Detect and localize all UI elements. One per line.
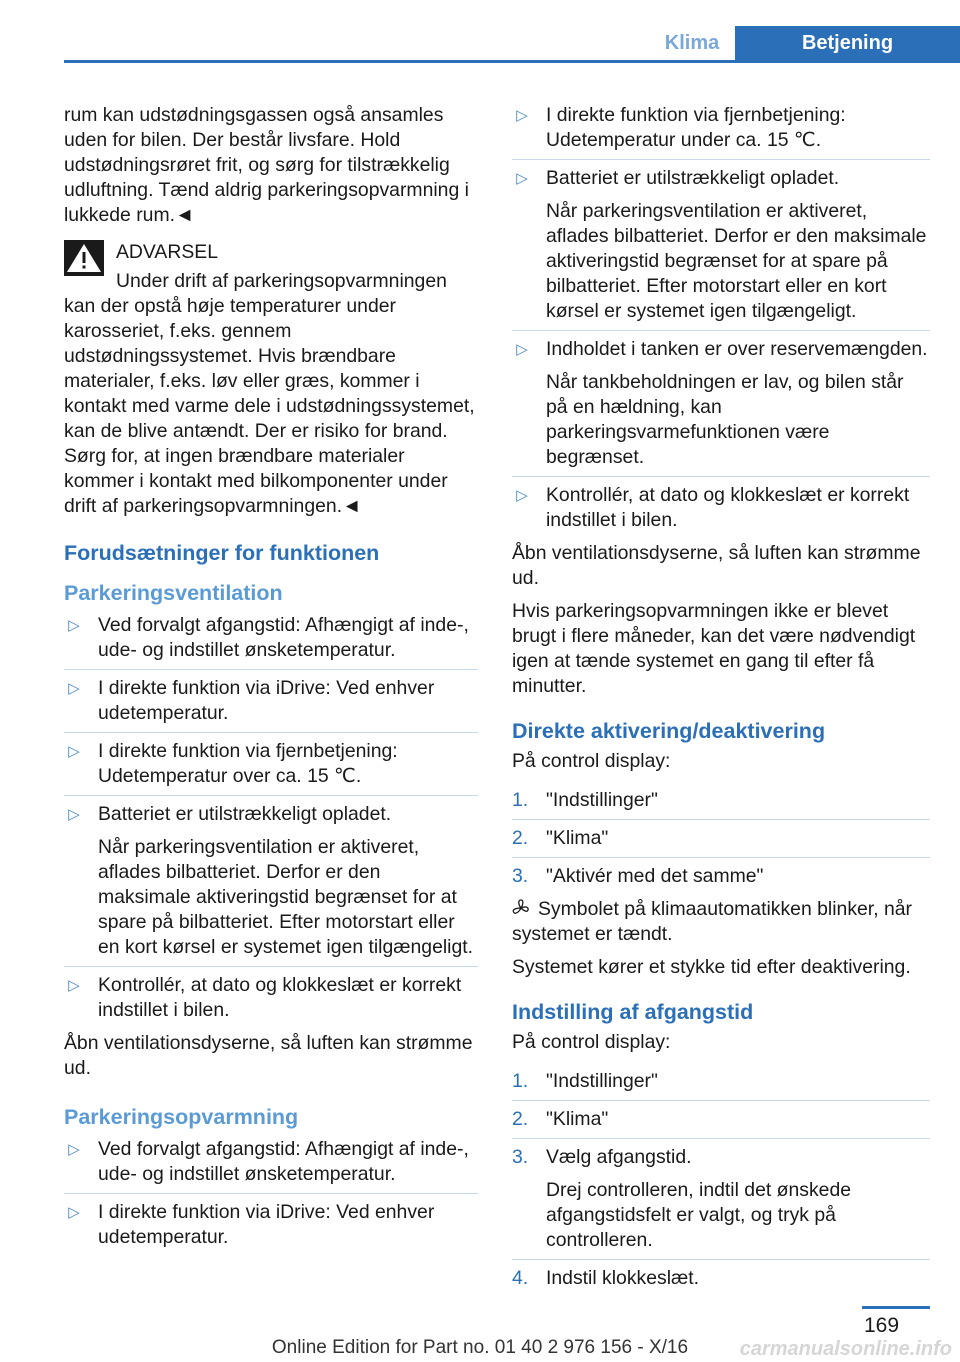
list-item <box>512 1069 930 1101</box>
list-item-text: I direkte funktion via iDrive: Ved enhver udetemperatur. <box>98 677 435 724</box>
heading-direct-activation: Direkte aktivering/deaktivering <box>512 719 826 743</box>
list-item <box>64 676 478 733</box>
footer-rule <box>862 1306 930 1309</box>
step-text: Indstil klokkeslæt. <box>546 1267 700 1289</box>
step-text: "Aktivér med det samme" <box>546 865 764 887</box>
step-number: 1. <box>512 1070 529 1092</box>
control-display-label: På control display: <box>512 1031 671 1053</box>
list-item-text: Ved forvalgt afgangstid: Afhængigt af inde-, ude- og indstillet ønsketemperatur. <box>98 614 469 661</box>
triangle-bullet-icon: ▷ <box>68 680 80 697</box>
open-vents-paragraph: Åbn ventilationsdyserne, så luften kan strømme ud. <box>512 542 921 589</box>
list-item <box>512 1266 930 1297</box>
list-item-text: Kontrollér, at dato og klokkeslæt er korrekt indstillet i bilen. <box>546 484 910 531</box>
list-item-text: Indholdet i tanken er over reservemængden. <box>546 338 928 360</box>
list-item <box>64 973 478 1029</box>
triangle-bullet-icon: ▷ <box>68 617 80 634</box>
watermark: carmanualsonline.info <box>739 1338 952 1360</box>
list-item-text: I direkte funktion via fjernbetjening: Udetemperatur over ca. 15 ℃. <box>98 740 398 787</box>
step-number: 2. <box>512 1108 529 1130</box>
runs-note: Systemet kører et stykke tid efter deaktivering. <box>512 956 911 978</box>
step-text: Vælg afgangstid. <box>546 1146 692 1168</box>
list-item <box>512 1145 930 1260</box>
step-number: 1. <box>512 789 529 811</box>
list-item <box>64 613 478 670</box>
triangle-bullet-icon: ▷ <box>68 806 80 823</box>
step-number: 3. <box>512 865 529 887</box>
step-text: "Indstillinger" <box>546 789 658 811</box>
heading-heating: Parkeringsopvarmning <box>64 1105 299 1129</box>
list-item <box>512 103 930 160</box>
header-rule <box>64 60 960 63</box>
step-number: 3. <box>512 1146 529 1168</box>
list-item <box>512 1107 930 1139</box>
list-item <box>512 483 930 539</box>
list-item <box>64 739 478 796</box>
intro-paragraph: rum kan udstødningsgassen også ansamles uden for bilen. Der består livsfare. Hold udstødningsrøret frit, og sørg for tilstrækkelig udluftning. Tænd aldrig parkeringsopvarmning i lukkede rum.◄ <box>64 104 469 226</box>
fan-icon <box>512 899 530 917</box>
header-section-klima: Klima <box>664 32 720 54</box>
list-item <box>512 337 930 477</box>
triangle-bullet-icon: ▷ <box>516 107 528 124</box>
step-subtext: Drej controlleren, indtil det ønskede afgangstidsfelt er valgt, og tryk på controlleren. <box>546 1179 852 1251</box>
list-item <box>512 166 930 331</box>
heading-departure-time: Indstilling af afgangstid <box>512 1000 754 1024</box>
triangle-bullet-icon: ▷ <box>516 170 528 187</box>
list-item <box>64 802 478 967</box>
right-column <box>512 103 930 1299</box>
warning-title: ADVARSEL <box>116 241 219 263</box>
warning-block <box>64 240 478 519</box>
heading-ventilation: Parkeringsventilation <box>64 581 283 605</box>
list-item <box>64 1200 478 1256</box>
header-chapter-betjening: Betjening <box>735 26 960 60</box>
list-item-text: Ved forvalgt afgangstid: Afhængigt af inde-, ude- og indstillet ønsketemperatur. <box>98 1138 469 1185</box>
months-note: Hvis parkeringsopvarmningen ikke er blevet brugt i flere måneder, kan det være nødvendigt igen at tænde systemet en gang til efter få minutter. <box>512 600 916 697</box>
page-number: 169 <box>864 1314 900 1337</box>
list-item-text: Kontrollér, at dato og klokkeslæt er korrekt indstillet i bilen. <box>98 974 462 1021</box>
control-display-label: På control display: <box>512 750 671 772</box>
triangle-bullet-icon: ▷ <box>516 341 528 358</box>
list-item <box>64 1137 478 1194</box>
step-number: 4. <box>512 1267 529 1289</box>
list-item-subtext: Når tankbeholdningen er lav, og bilen står på en hældning, kan parkeringsvarmefunktionen være begrænset. <box>546 371 904 468</box>
list-item <box>512 826 930 858</box>
direct-activation-steps <box>512 788 930 895</box>
step-text: "Klima" <box>546 1108 609 1130</box>
step-text: "Indstillinger" <box>546 1070 658 1092</box>
step-text: "Klima" <box>546 827 609 849</box>
step-number: 2. <box>512 827 529 849</box>
heating-conditions-list <box>64 1137 478 1256</box>
heating-conditions-list-continued <box>512 103 930 539</box>
open-vents-paragraph: Åbn ventilationsdyserne, så luften kan strømme ud. <box>64 1032 473 1079</box>
triangle-bullet-icon: ▷ <box>68 1141 80 1158</box>
list-item-text: Batteriet er utilstrækkeligt opladet. <box>546 167 840 189</box>
list-item-text: I direkte funktion via iDrive: Ved enhver udetemperatur. <box>98 1201 435 1248</box>
triangle-bullet-icon: ▷ <box>68 743 80 760</box>
list-item <box>512 788 930 820</box>
list-item-subtext: Når parkeringsventilation er aktiveret, aflades bilbatteriet. Derfor er den maksimale aktiveringstid begrænset for at spare på bilbatteriet. Efter motorstart eller en kort kørsel er systemet igen tilgængeligt. <box>546 200 927 322</box>
warning-triangle-icon <box>64 240 104 276</box>
symbol-note <box>512 897 930 947</box>
page-header <box>64 26 960 63</box>
triangle-bullet-icon: ▷ <box>516 487 528 504</box>
list-item-subtext: Når parkeringsventilation er aktiveret, aflades bilbatteriet. Derfor er den maksimale aktiveringstid begrænset for at spare på bilbatteriet. Efter motorstart eller en kort kørsel er systemet igen tilgængeligt. <box>98 836 474 958</box>
ventilation-conditions-list <box>64 613 478 1029</box>
footer-edition: Online Edition for Part no. 01 40 2 976 156 - X/16 <box>271 1337 689 1358</box>
list-item-text: Batteriet er utilstrækkeligt opladet. <box>98 803 392 825</box>
list-item-text: I direkte funktion via fjernbetjening: Udetemperatur under ca. 15 ℃. <box>546 104 846 151</box>
departure-time-steps <box>512 1069 930 1297</box>
triangle-bullet-icon: ▷ <box>68 977 80 994</box>
heading-requirements: Forudsætninger for funktionen <box>64 541 380 565</box>
symbol-note-text: Symbolet på klimaautomatikken blinker, når systemet er tændt. <box>512 898 912 945</box>
warning-text: kan der opstå høje temperaturer under karosseriet, f.eks. gennem udstødningssystemet. Hvis brændbare materialer, f.eks. løv eller græs, kommer i kontakt med varme dele i udstødningssystemet, kan de blive antændt. Der er risiko for brand. Sørg for, at ingen brændbare materialer kommer i kontakt med bilkomponenter under drift af parkeringsopvarmningen.◄ <box>64 295 475 517</box>
left-column <box>64 103 478 1258</box>
warning-first-line: Under drift af parkeringsopvarmningen <box>116 270 447 292</box>
triangle-bullet-icon: ▷ <box>68 1204 80 1221</box>
list-item <box>512 864 930 895</box>
